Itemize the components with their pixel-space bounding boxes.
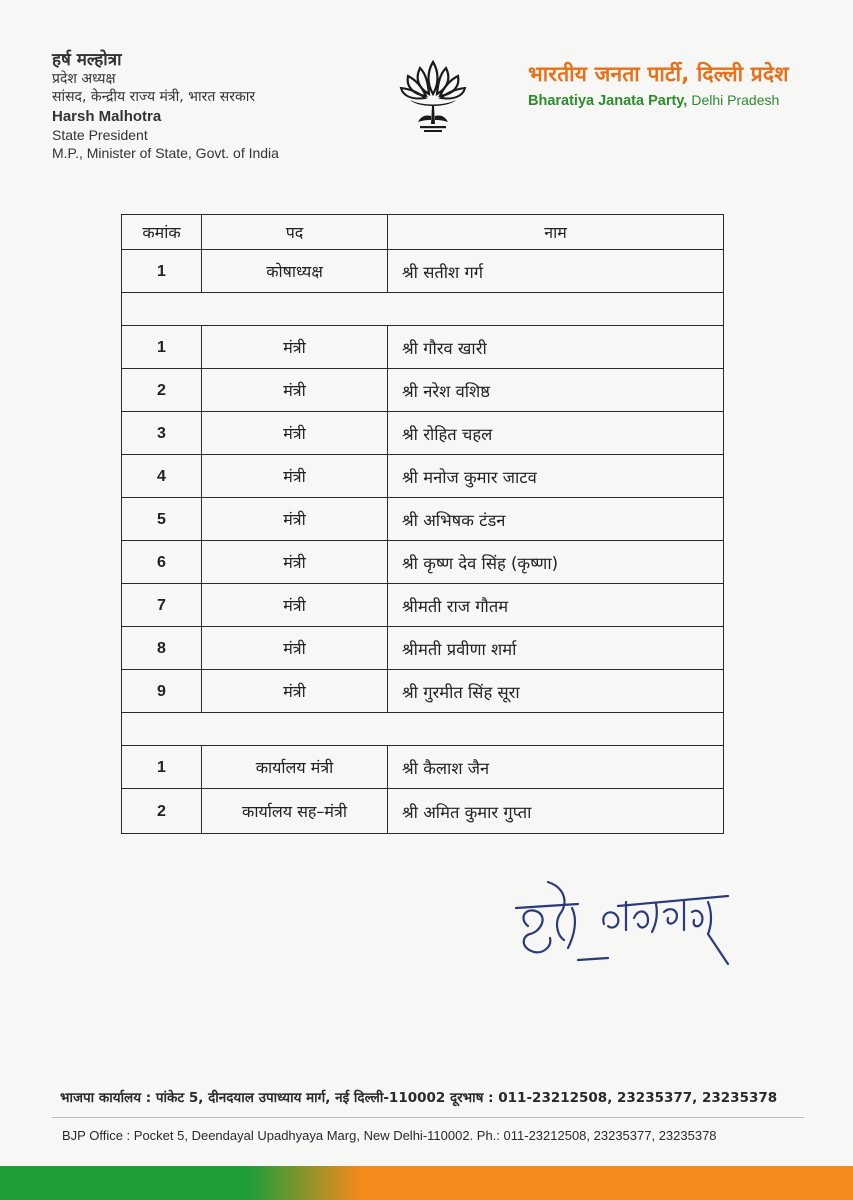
party-name-hindi: भारतीय जनता पार्टी, दिल्ली प्रदेश bbox=[528, 62, 789, 86]
stripe-orange bbox=[300, 1166, 853, 1200]
table-row bbox=[122, 498, 724, 541]
row-serial: 4 bbox=[157, 468, 166, 485]
table-row bbox=[122, 455, 724, 498]
row-serial: 1 bbox=[157, 759, 166, 776]
row-name: श्री नरेश वशिष्ठ bbox=[388, 369, 724, 412]
sender-name-hindi: हर्ष मल्होत्रा bbox=[52, 50, 122, 70]
section-separator-row bbox=[122, 713, 724, 746]
row-name: श्रीमती राज गौतम bbox=[388, 584, 724, 627]
row-post: मंत्री bbox=[202, 326, 388, 369]
sender-position-hindi: सांसद, केन्द्रीय राज्य मंत्री, भारत सरकार bbox=[52, 88, 256, 105]
appointments-table bbox=[121, 214, 724, 834]
table-row bbox=[122, 627, 724, 670]
row-post: मंत्री bbox=[202, 541, 388, 584]
row-name: श्री कृष्ण देव सिंह (कृष्णा) bbox=[388, 541, 724, 584]
row-name: श्री अमित कुमार गुप्ता bbox=[388, 789, 724, 834]
row-serial: 2 bbox=[157, 382, 166, 399]
table-row bbox=[122, 369, 724, 412]
row-serial: 1 bbox=[157, 263, 166, 280]
footer-divider bbox=[52, 1117, 804, 1118]
row-name: श्री अभिषक टंडन bbox=[388, 498, 724, 541]
row-post: मंत्री bbox=[202, 627, 388, 670]
row-name: श्री रोहित चहल bbox=[388, 412, 724, 455]
row-serial: 5 bbox=[157, 511, 166, 528]
row-name: श्री मनोज कुमार जाटव bbox=[388, 455, 724, 498]
row-name: श्री गुरमीत सिंह सूरा bbox=[388, 670, 724, 713]
row-post: मंत्री bbox=[202, 412, 388, 455]
stripe-blend bbox=[250, 1166, 360, 1200]
table-row bbox=[122, 541, 724, 584]
table-row bbox=[122, 326, 724, 369]
row-serial: 6 bbox=[157, 554, 166, 571]
party-title-block bbox=[528, 60, 789, 109]
sender-position-english: M.P., Minister of State, Govt. of India bbox=[52, 144, 279, 161]
table-row bbox=[122, 670, 724, 713]
row-post: मंत्री bbox=[202, 455, 388, 498]
sender-title-english: State President bbox=[52, 127, 148, 143]
row-name: श्री सतीश गर्ग bbox=[388, 250, 724, 293]
row-serial: 2 bbox=[157, 803, 166, 820]
header-name: नाम bbox=[388, 215, 724, 250]
sender-block bbox=[52, 50, 279, 162]
header-post: पद bbox=[202, 215, 388, 250]
table-row bbox=[122, 250, 724, 293]
row-name: श्रीमती प्रवीणा शर्मा bbox=[388, 627, 724, 670]
row-serial: 9 bbox=[157, 683, 166, 700]
footer-address-english: BJP Office : Pocket 5, Deendayal Upadhyaya Marg, New Delhi-110002. Ph.: 011-23212508, 23235377, 23235378 bbox=[62, 1128, 717, 1143]
row-post: मंत्री bbox=[202, 670, 388, 713]
row-post: मंत्री bbox=[202, 369, 388, 412]
party-name-english-region: Delhi Pradesh bbox=[691, 92, 780, 108]
sender-title-hindi: प्रदेश अध्यक्ष bbox=[52, 71, 116, 88]
row-serial: 3 bbox=[157, 425, 166, 442]
handwritten-signature bbox=[508, 868, 738, 968]
row-post: कोषाध्यक्ष bbox=[202, 250, 388, 293]
table-row bbox=[122, 789, 724, 834]
row-name: श्री कैलाश जैन bbox=[388, 746, 724, 789]
row-serial: 7 bbox=[157, 597, 166, 614]
party-name-english-main: Bharatiya Janata Party, bbox=[528, 93, 688, 109]
header-serial: कमांक bbox=[122, 215, 202, 250]
table-row bbox=[122, 584, 724, 627]
table-header-row bbox=[122, 215, 724, 250]
lotus-logo-icon bbox=[398, 58, 468, 134]
section-separator-row bbox=[122, 293, 724, 326]
table-row bbox=[122, 412, 724, 455]
row-post: कार्यालय सह–मंत्री bbox=[202, 789, 388, 834]
row-serial: 8 bbox=[157, 640, 166, 657]
party-name-english bbox=[528, 92, 789, 109]
footer-color-stripe bbox=[0, 1166, 853, 1200]
sender-name-english: Harsh Malhotra bbox=[52, 108, 162, 126]
table-row bbox=[122, 746, 724, 789]
row-post: मंत्री bbox=[202, 498, 388, 541]
row-name: श्री गौरव खारी bbox=[388, 326, 724, 369]
row-post: कार्यालय मंत्री bbox=[202, 746, 388, 789]
footer-address-hindi: भाजपा कार्यालय : पांकेट 5, दीनदयाल उपाध्याय मार्ग, नई दिल्ली-110002 दूरभाष : 011-23212508, 23235377, 23235378 bbox=[60, 1090, 778, 1106]
row-serial: 1 bbox=[157, 339, 166, 356]
row-post: मंत्री bbox=[202, 584, 388, 627]
